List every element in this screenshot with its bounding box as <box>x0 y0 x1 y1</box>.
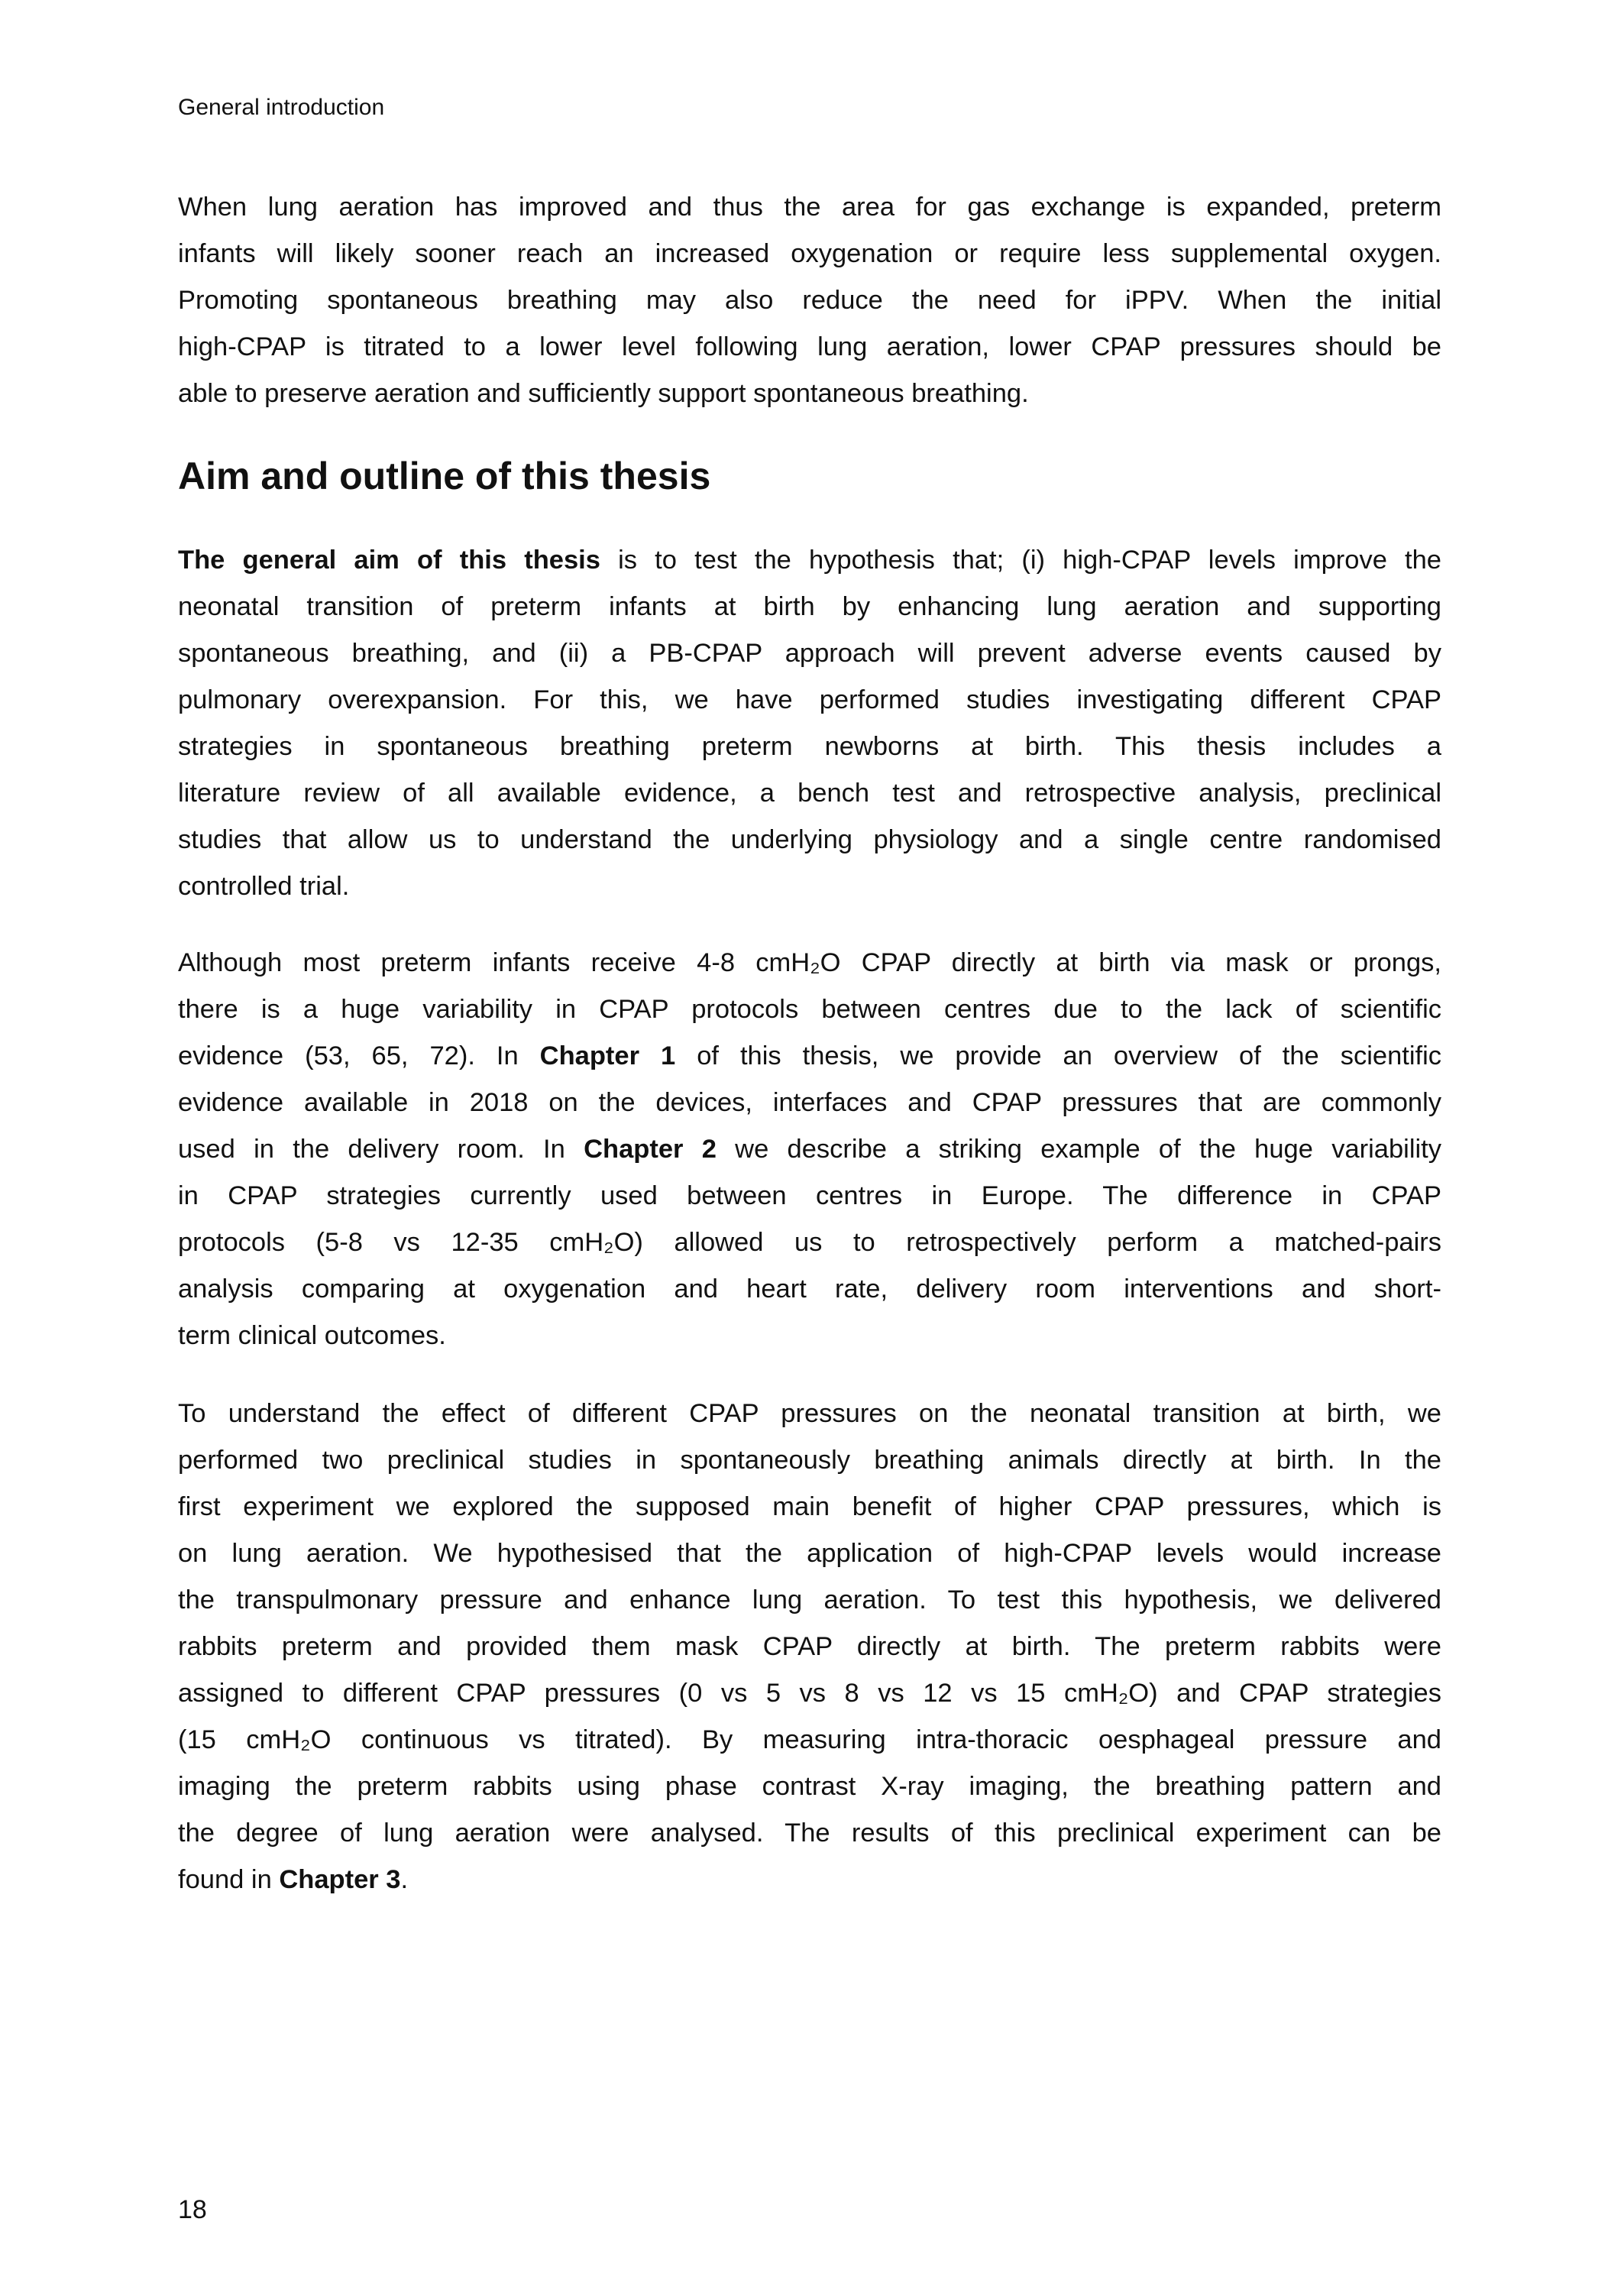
text-line <box>178 537 1441 584</box>
text-line <box>178 1313 1441 1359</box>
text-line <box>178 1266 1441 1313</box>
text-line <box>178 1857 1441 1903</box>
text-line <box>178 724 1441 770</box>
text-run: there is a huge variability in CPAP protocols between centres due to the lack of scientific <box>178 995 1441 1024</box>
paragraph-cpap-variability <box>178 940 1441 1359</box>
text-line <box>178 677 1441 724</box>
text-line <box>178 584 1441 630</box>
text-run: When lung aeration has improved and thus the area for gas exchange is expanded, preterm <box>178 193 1441 222</box>
text-run: we describe a striking example of the huge variability <box>716 1135 1441 1164</box>
text-line <box>178 1624 1441 1670</box>
text-line <box>178 863 1441 910</box>
text-line <box>178 817 1441 863</box>
text-run: in CPAP strategies currently used between centres in Europe. The difference in CPAP <box>178 1181 1441 1210</box>
text-run: protocols (5-8 vs 12-35 cmH₂O) allowed us to retrospectively perform a matched-pairs <box>178 1228 1441 1257</box>
text-run: controlled trial. <box>178 872 350 901</box>
text-line <box>178 1717 1441 1763</box>
text-line <box>178 1484 1441 1530</box>
text-run: neonatal transition of preterm infants at birth by enhancing lung aeration and supporting <box>178 592 1441 621</box>
text-line <box>178 1670 1441 1717</box>
text-line <box>178 1577 1441 1624</box>
running-header: General introduction <box>178 95 385 120</box>
bold-text-run: The general aim of this thesis <box>178 546 600 575</box>
text-run: pulmonary overexpansion. For this, we have performed studies investigating different CPAP <box>178 685 1441 714</box>
paragraph-general-aim <box>178 537 1441 910</box>
paragraph-preclinical-studies <box>178 1391 1441 1903</box>
text-run: infants will likely sooner reach an increased oxygenation or require less supplemental oxygen. <box>178 239 1441 268</box>
text-line <box>178 1437 1441 1484</box>
text-run: first experiment we explored the supposed main benefit of higher CPAP pressures, which is <box>178 1492 1441 1521</box>
text-run: Although most preterm infants receive 4-8 cmH₂O CPAP directly at birth via mask or prongs, <box>178 948 1441 977</box>
text-line <box>178 1173 1441 1219</box>
text-line <box>178 1033 1441 1080</box>
text-run: analysis comparing at oxygenation and heart rate, delivery room interventions and short- <box>178 1274 1441 1304</box>
text-run: found in <box>178 1865 280 1894</box>
text-line <box>178 770 1441 817</box>
text-line <box>178 986 1441 1033</box>
text-line <box>178 630 1441 677</box>
text-line <box>178 1810 1441 1857</box>
text-run: Promoting spontaneous breathing may also reduce the need for iPPV. When the initial <box>178 286 1441 315</box>
text-run: evidence available in 2018 on the devices, interfaces and CPAP pressures that are commonly <box>178 1088 1441 1117</box>
text-line <box>178 277 1441 324</box>
text-line <box>178 1530 1441 1577</box>
text-run: (15 cmH₂O continuous vs titrated). By measuring intra-thoracic oesphageal pressure and <box>178 1725 1441 1754</box>
text-line <box>178 184 1441 231</box>
text-line <box>178 940 1441 986</box>
section-heading: Aim and outline of this thesis <box>178 455 711 497</box>
text-line <box>178 1080 1441 1126</box>
text-run: the transpulmonary pressure and enhance lung aeration. To test this hypothesis, we delivered <box>178 1585 1441 1614</box>
text-run: used in the delivery room. In <box>178 1135 584 1164</box>
text-run: on lung aeration. We hypothesised that the application of high-CPAP levels would increase <box>178 1539 1441 1568</box>
text-run: the degree of lung aeration were analysed. The results of this preclinical experiment can be <box>178 1819 1441 1848</box>
bold-text-run: Chapter 3 <box>279 1865 401 1894</box>
text-run: assigned to different CPAP pressures (0 vs 5 vs 8 vs 12 vs 15 cmH₂O) and CPAP strategies <box>178 1679 1441 1708</box>
text-run: is to test the hypothesis that; (i) high-CPAP levels improve the <box>600 546 1441 575</box>
text-line <box>178 1391 1441 1437</box>
text-run: high-CPAP is titrated to a lower level following lung aeration, lower CPAP pressures should be <box>178 332 1441 361</box>
text-run: performed two preclinical studies in spontaneously breathing animals directly at birth. In the <box>178 1446 1441 1475</box>
page-number: 18 <box>178 2195 207 2224</box>
text-line <box>178 371 1441 417</box>
text-line <box>178 1219 1441 1266</box>
text-run: imaging the preterm rabbits using phase contrast X-ray imaging, the breathing pattern and <box>178 1772 1441 1801</box>
text-run: . <box>400 1865 409 1894</box>
bold-text-run: Chapter 2 <box>584 1135 717 1164</box>
text-run: rabbits preterm and provided them mask CPAP directly at birth. The preterm rabbits were <box>178 1632 1441 1661</box>
text-run: term clinical outcomes. <box>178 1321 446 1350</box>
text-line <box>178 231 1441 277</box>
text-run: of this thesis, we provide an overview of the scientific <box>675 1041 1442 1070</box>
bold-text-run: Chapter 1 <box>539 1041 676 1070</box>
text-line <box>178 1763 1441 1810</box>
text-run: able to preserve aeration and sufficiently support spontaneous breathing. <box>178 379 1029 408</box>
text-run: evidence (53, 65, 72). In <box>178 1041 540 1070</box>
text-line <box>178 1126 1441 1173</box>
text-run: literature review of all available evidence, a bench test and retrospective analysis, preclinical <box>178 779 1441 808</box>
text-run: To understand the effect of different CPAP pressures on the neonatal transition at birth, we <box>178 1399 1441 1428</box>
text-run: spontaneous breathing, and (ii) a PB-CPAP approach will prevent adverse events caused by <box>178 639 1441 668</box>
paragraph-lung-aeration <box>178 184 1441 417</box>
text-line <box>178 324 1441 371</box>
text-run: studies that allow us to understand the underlying physiology and a single centre randomised <box>178 825 1441 854</box>
text-run: strategies in spontaneous breathing preterm newborns at birth. This thesis includes a <box>178 732 1441 761</box>
